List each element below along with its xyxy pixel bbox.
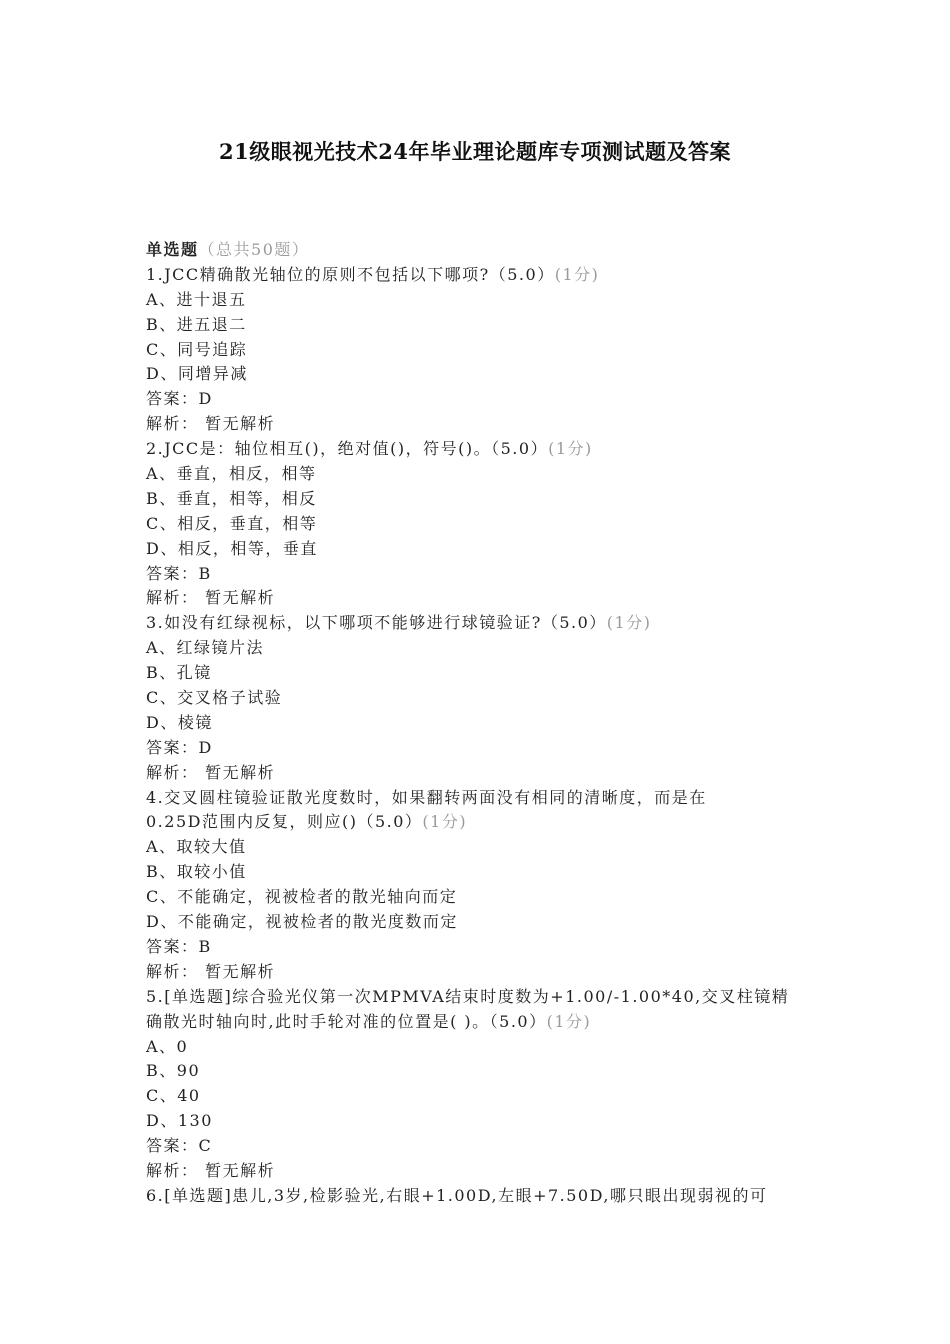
option-c: C、不能确定，视被检者的散光轴向而定	[146, 887, 458, 907]
analysis: 解析： 暂无解析	[146, 762, 276, 782]
option-d: D、棱镜	[146, 712, 213, 732]
answer: 答案：B	[146, 563, 212, 583]
question-score: (1分)	[606, 613, 652, 633]
analysis: 解析： 暂无解析	[146, 1160, 276, 1180]
question-1	[146, 263, 826, 437]
question-4	[146, 786, 826, 985]
option-a: A、0	[146, 1036, 189, 1056]
question-score: (1分)	[548, 439, 593, 459]
question-text: 2.JCC是：轴位相互()，绝对值()，符号()。（5.0）	[146, 439, 549, 459]
question-score: (1分)	[422, 812, 468, 832]
option-b: B、孔镜	[146, 663, 212, 683]
question-stem-line-2	[146, 810, 826, 835]
question-stem-line-1: 5.[单选题]综合验光仪第一次MPMVA结束时度数为+1.00/-1.00*40,交叉柱镜精	[146, 986, 790, 1006]
option-c: C、同号追踪	[146, 339, 248, 359]
document-body	[146, 238, 826, 1209]
option-c: C、相反，垂直，相等	[146, 513, 318, 533]
option-b: B、取较小值	[146, 862, 247, 882]
question-2	[146, 437, 826, 611]
section-label: 单选题	[146, 240, 199, 259]
question-5	[146, 985, 826, 1184]
option-b: B、垂直，相等，相反	[146, 488, 317, 508]
question-stem-line-1: 6.[单选题]患儿,3岁,检影验光,右眼+1.00D,左眼+7.50D,哪只眼出现弱视的可	[146, 1185, 768, 1205]
question-score: (1分)	[546, 1011, 592, 1031]
analysis: 解析： 暂无解析	[146, 414, 276, 434]
answer: 答案：D	[146, 737, 213, 757]
question-text: 1.JCC精确散光轴位的原则不包括以下哪项?（5.0）	[146, 264, 555, 284]
section-count: （总共50题）	[198, 240, 310, 259]
option-b: B、90	[146, 1061, 201, 1081]
analysis: 解析： 暂无解析	[146, 588, 276, 608]
question-stem	[146, 611, 826, 636]
answer: 答案：B	[146, 936, 212, 956]
question-score: (1分)	[554, 264, 600, 284]
question-text: 确散光时轴向时,此时手轮对准的位置是( )。（5.0）	[146, 1011, 547, 1031]
document-title: 21级眼视光技术24年毕业理论题库专项测试题及答案	[219, 139, 731, 164]
question-3	[146, 611, 826, 785]
option-a: A、进十退五	[146, 289, 247, 309]
question-text: 0.25D范围内反复，则应()（5.0）	[146, 812, 423, 832]
question-6	[146, 1184, 826, 1209]
answer: 答案：D	[146, 389, 213, 409]
option-b: B、进五退二	[146, 314, 247, 334]
option-c: C、交叉格子试验	[146, 688, 283, 708]
question-text: 3.如没有红绿视标，以下哪项不能够进行球镜验证?（5.0）	[146, 613, 607, 633]
option-d: D、相反，相等，垂直	[146, 538, 318, 558]
section-header	[146, 238, 826, 263]
answer: 答案：C	[146, 1136, 213, 1156]
option-d: D、同增异减	[146, 364, 248, 384]
option-d: D、130	[146, 1111, 213, 1131]
question-stem	[146, 437, 826, 462]
question-stem-line-2	[146, 1010, 826, 1035]
option-a: A、垂直，相反，相等	[146, 464, 317, 484]
option-a: A、取较大值	[146, 837, 247, 857]
option-c: C、40	[146, 1086, 201, 1106]
analysis: 解析： 暂无解析	[146, 961, 276, 981]
question-stem	[146, 263, 826, 288]
option-a: A、红绿镜片法	[146, 638, 265, 658]
option-d: D、不能确定，视被检者的散光度数而定	[146, 912, 458, 932]
question-stem-line-1: 4.交叉圆柱镜验证散光度数时，如果翻转两面没有相同的清晰度，而是在	[146, 787, 707, 807]
